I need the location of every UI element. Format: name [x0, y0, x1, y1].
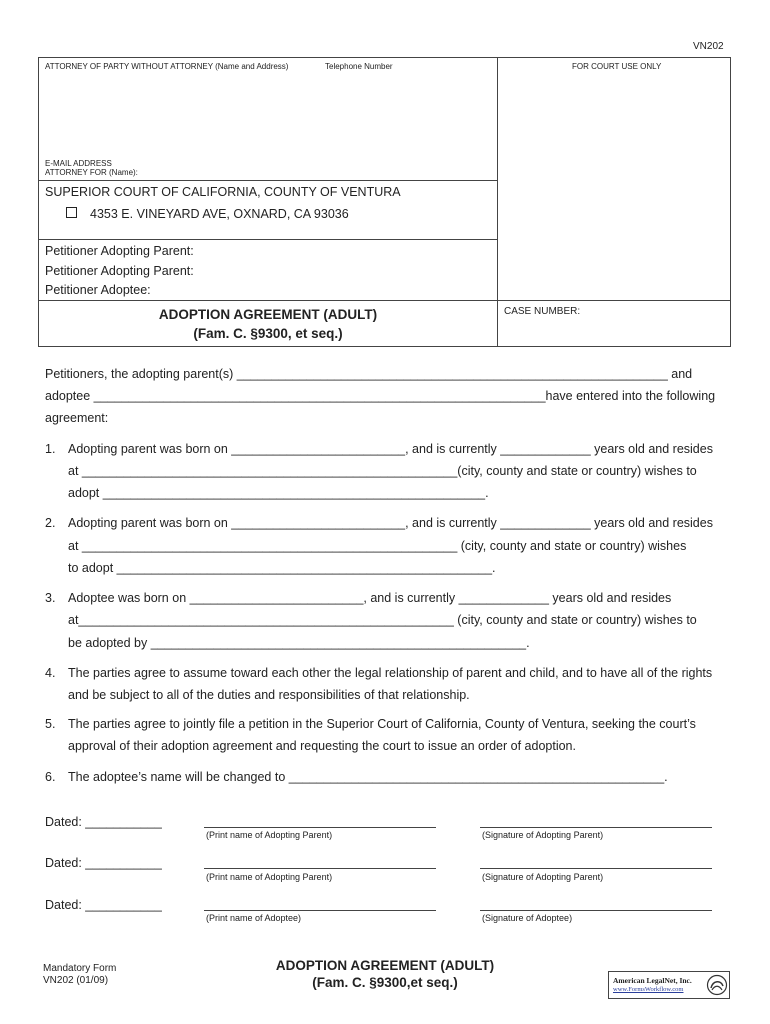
item-2-line-1: Adopting parent was born on _________________________, and is currently _____________ years old and resides: [68, 516, 713, 530]
item-3-line-2: at______________________________________________________ (city, county and state or country) wishes to: [68, 613, 697, 627]
item-number: 5.: [45, 717, 56, 731]
attorney-for-label: ATTORNEY FOR (Name):: [45, 168, 138, 177]
email-label: E-MAIL ADDRESS: [45, 159, 112, 168]
signature-caption: (Signature of Adopting Parent): [482, 830, 604, 840]
item-5-line-2: approval of their adoption agreement and requesting the court to issue an order of adoption.: [68, 739, 576, 753]
court-use-label: FOR COURT USE ONLY: [572, 62, 662, 71]
footer-subtitle: (Fam. C. §9300,et seq.): [312, 975, 458, 990]
signature-caption: (Signature of Adoptee): [482, 913, 573, 923]
caption-rule: [38, 300, 731, 301]
page-subtitle: (Fam. C. §9300, et seq.): [193, 326, 343, 341]
dated-field[interactable]: Dated: ___________: [45, 856, 162, 870]
page-title: ADOPTION AGREEMENT (ADULT): [158, 307, 378, 322]
signature-line[interactable]: [480, 868, 712, 869]
intro-line-1: Petitioners, the adopting parent(s) ______________________________________________________________ and: [45, 367, 693, 381]
item-4-line-1: The parties agree to assume toward each other the legal relationship of parent and child, and to have all of the rights: [68, 666, 713, 680]
caption-rule: [38, 239, 498, 240]
print-name-caption: (Print name of Adopting Parent): [206, 872, 333, 882]
intro-line-2: adoptee _________________________________________________________________have entered into the following: [45, 389, 716, 403]
intro-line-3: agreement:: [45, 411, 109, 425]
court-address: 4353 E. VINEYARD AVE, OXNARD, CA 93036: [90, 207, 349, 221]
mandatory-form-label: Mandatory Form: [43, 963, 117, 974]
print-name-caption: (Print name of Adoptee): [206, 913, 302, 923]
attorney-label: ATTORNEY OF PARTY WITHOUT ATTORNEY (Name and Address): [45, 62, 289, 71]
dated-field[interactable]: Dated: ___________: [45, 898, 162, 912]
item-6-line-1: The adoptee’s name will be changed to ______________________________________________________.: [68, 770, 668, 784]
caption-divider: [497, 57, 498, 347]
item-2-line-2: at ______________________________________________________ (city, county and state or country) wishes: [68, 539, 687, 553]
form-revision: VN202 (01/09): [43, 975, 109, 986]
logo-url[interactable]: www.FormsWorkflow.com: [613, 986, 684, 993]
adoptee-label: Petitioner Adoptee:: [45, 283, 151, 297]
logo-emblem-icon: [706, 974, 728, 996]
footer-title: ADOPTION AGREEMENT (ADULT): [275, 958, 495, 973]
print-name-line[interactable]: [204, 910, 436, 911]
item-1-line-3: adopt _______________________________________________________.: [68, 486, 489, 500]
petitioner-label-2: Petitioner Adopting Parent:: [45, 264, 194, 278]
caption-rule: [38, 180, 498, 181]
item-3-line-1: Adoptee was born on _________________________, and is currently _____________ years old and resides: [68, 591, 672, 605]
signature-caption: (Signature of Adopting Parent): [482, 872, 604, 882]
item-2-line-3: to adopt ______________________________________________________.: [68, 561, 496, 575]
signature-line[interactable]: [480, 827, 712, 828]
item-number: 6.: [45, 770, 56, 784]
print-name-line[interactable]: [204, 868, 436, 869]
case-number-label: CASE NUMBER:: [504, 306, 581, 317]
form-id: VN202: [693, 41, 724, 52]
print-name-caption: (Print name of Adopting Parent): [206, 830, 333, 840]
caption-box: [38, 57, 731, 347]
court-address-checkbox[interactable]: [66, 207, 77, 218]
item-1-line-1: Adopting parent was born on _________________________, and is currently _____________ years old and resides: [68, 442, 713, 456]
item-1-line-2: at ______________________________________________________(city, county and state or country) wishes to: [68, 464, 697, 478]
telephone-label: Telephone Number: [325, 62, 393, 71]
publisher-logo: [608, 971, 730, 999]
item-number: 1.: [45, 442, 56, 456]
signature-line[interactable]: [480, 910, 712, 911]
item-number: 4.: [45, 666, 56, 680]
logo-name: American LegalNet, Inc.: [613, 976, 692, 985]
item-4-line-2: and be subject to all of the duties and responsibilities of that relationship.: [68, 688, 470, 702]
petitioner-label-1: Petitioner Adopting Parent:: [45, 244, 194, 258]
item-number: 2.: [45, 516, 56, 530]
item-number: 3.: [45, 591, 56, 605]
item-3-line-3: be adopted by ______________________________________________________.: [68, 636, 530, 650]
item-5-line-1: The parties agree to jointly file a petition in the Superior Court of California, County of Ventura, seeking the court’s: [68, 717, 696, 731]
dated-field[interactable]: Dated: ___________: [45, 815, 162, 829]
print-name-line[interactable]: [204, 827, 436, 828]
court-name: SUPERIOR COURT OF CALIFORNIA, COUNTY OF VENTURA: [45, 185, 401, 199]
